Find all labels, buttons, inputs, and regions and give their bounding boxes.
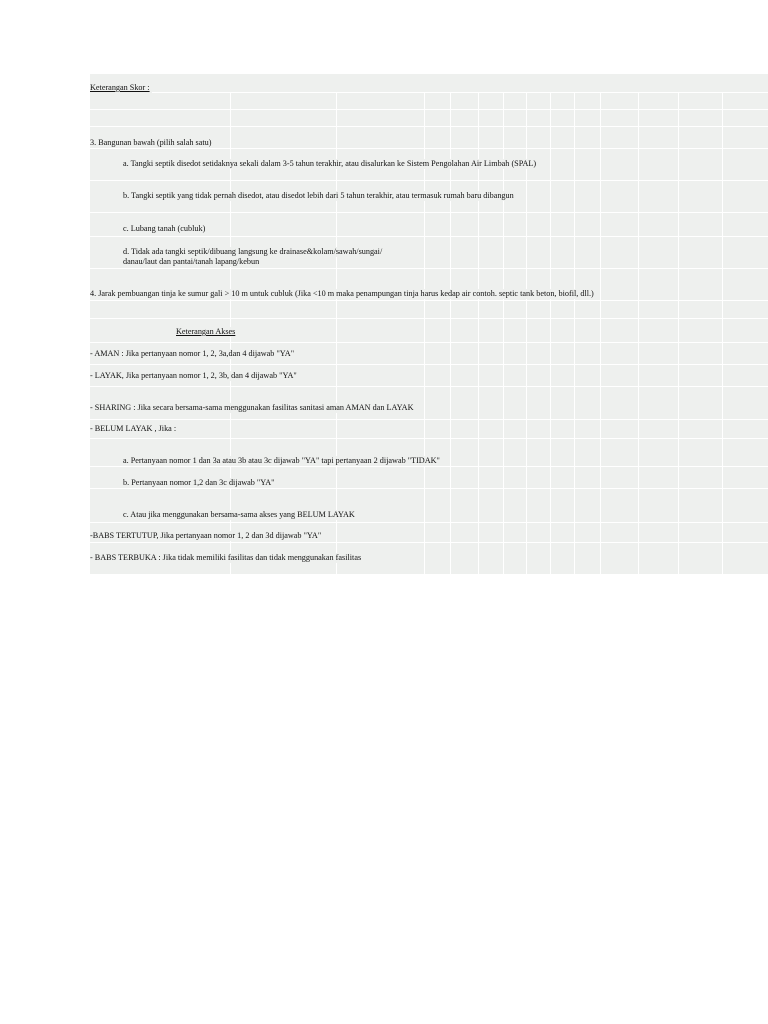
access-belum-layak-c: c. Atau jika menggunakan bersama-sama akses yang BELUM LAYAK: [123, 510, 355, 519]
grid-line: [600, 92, 601, 574]
section-4-title: 4. Jarak pembuangan tinja ke sumur gali > 10 m untuk cubluk (Jika <10 m maka penampungan tinja harus kedap air contoh. septic tank beton, biofil, dll.): [90, 289, 594, 298]
section-3-option-d-line2: danau/laut dan pantai/tanah lapang/kebun: [123, 257, 260, 266]
access-belum-layak: - BELUM LAYAK , Jika :: [90, 424, 177, 433]
grid-line: [90, 342, 768, 343]
grid-line: [90, 236, 768, 237]
access-aman: - AMAN : Jika pertanyaan nomor 1, 2, 3a,dan 4 dijawab "YA": [90, 349, 295, 358]
grid-line: [90, 212, 768, 213]
grid-line: [90, 126, 768, 127]
grid-line: [90, 466, 768, 467]
grid-line: [90, 268, 768, 269]
grid-line: [90, 386, 768, 387]
grid-line: [574, 92, 575, 574]
grid-line: [90, 180, 768, 181]
access-sharing: - SHARING : Jika secara bersama-sama menggunakan fasilitas sanitasi aman AMAN dan LAYAK: [90, 403, 414, 412]
grid-line: [90, 318, 768, 319]
grid-line: [90, 300, 768, 301]
access-belum-layak-a: a. Pertanyaan nomor 1 dan 3a atau 3b atau 3c dijawab "YA" tapi pertanyaan 2 dijawab "TIDAK": [123, 456, 440, 465]
grid-line: [678, 92, 679, 574]
grid-line: [90, 419, 768, 420]
grid-line: [722, 92, 723, 574]
grid-line: [90, 438, 768, 439]
grid-line: [90, 364, 768, 365]
grid-line: [90, 109, 768, 110]
access-babs-tertutup: -BABS TERTUTUP, Jika pertanyaan nomor 1, 2 dan 3d dijawab "YA": [90, 531, 322, 540]
grid-line: [90, 542, 768, 543]
grid-line: [90, 522, 768, 523]
grid-line: [550, 92, 551, 574]
access-babs-terbuka: - BABS TERBUKA : Jika tidak memiliki fasilitas dan tidak menggunakan fasilitas: [90, 553, 362, 562]
grid-line: [90, 92, 768, 93]
grid-line: [90, 148, 768, 149]
section-3-option-b: b. Tangki septik yang tidak pernah disedot, atau disedot lebih dari 5 tahun terakhir, atau termasuk rumah baru dibangun: [123, 191, 514, 200]
grid-line: [638, 92, 639, 574]
section-3-option-c: c. Lubang tanah (cubluk): [123, 224, 206, 233]
access-notes-title: Keterangan Akses: [176, 327, 236, 336]
section-3-option-a: a. Tangki septik disedot setidaknya sekali dalam 3-5 tahun terakhir, atau disalurkan ke Sistem Pengolahan Air Limbah (SPAL): [123, 159, 537, 168]
access-belum-layak-b: b. Pertanyaan nomor 1,2 dan 3c dijawab "YA": [123, 478, 275, 487]
score-notes-title: Keterangan Skor :: [90, 83, 150, 92]
section-3-option-d-line1: d. Tidak ada tangki septik/dibuang langsung ke drainase&kolam/sawah/sungai/: [123, 247, 383, 256]
access-layak: - LAYAK, Jika pertanyaan nomor 1, 2, 3b, dan 4 dijawab "YA": [90, 371, 297, 380]
section-3-title: 3. Bangunan bawah (pilih salah satu): [90, 138, 212, 147]
grid-line: [90, 488, 768, 489]
spreadsheet-page: [90, 74, 768, 574]
